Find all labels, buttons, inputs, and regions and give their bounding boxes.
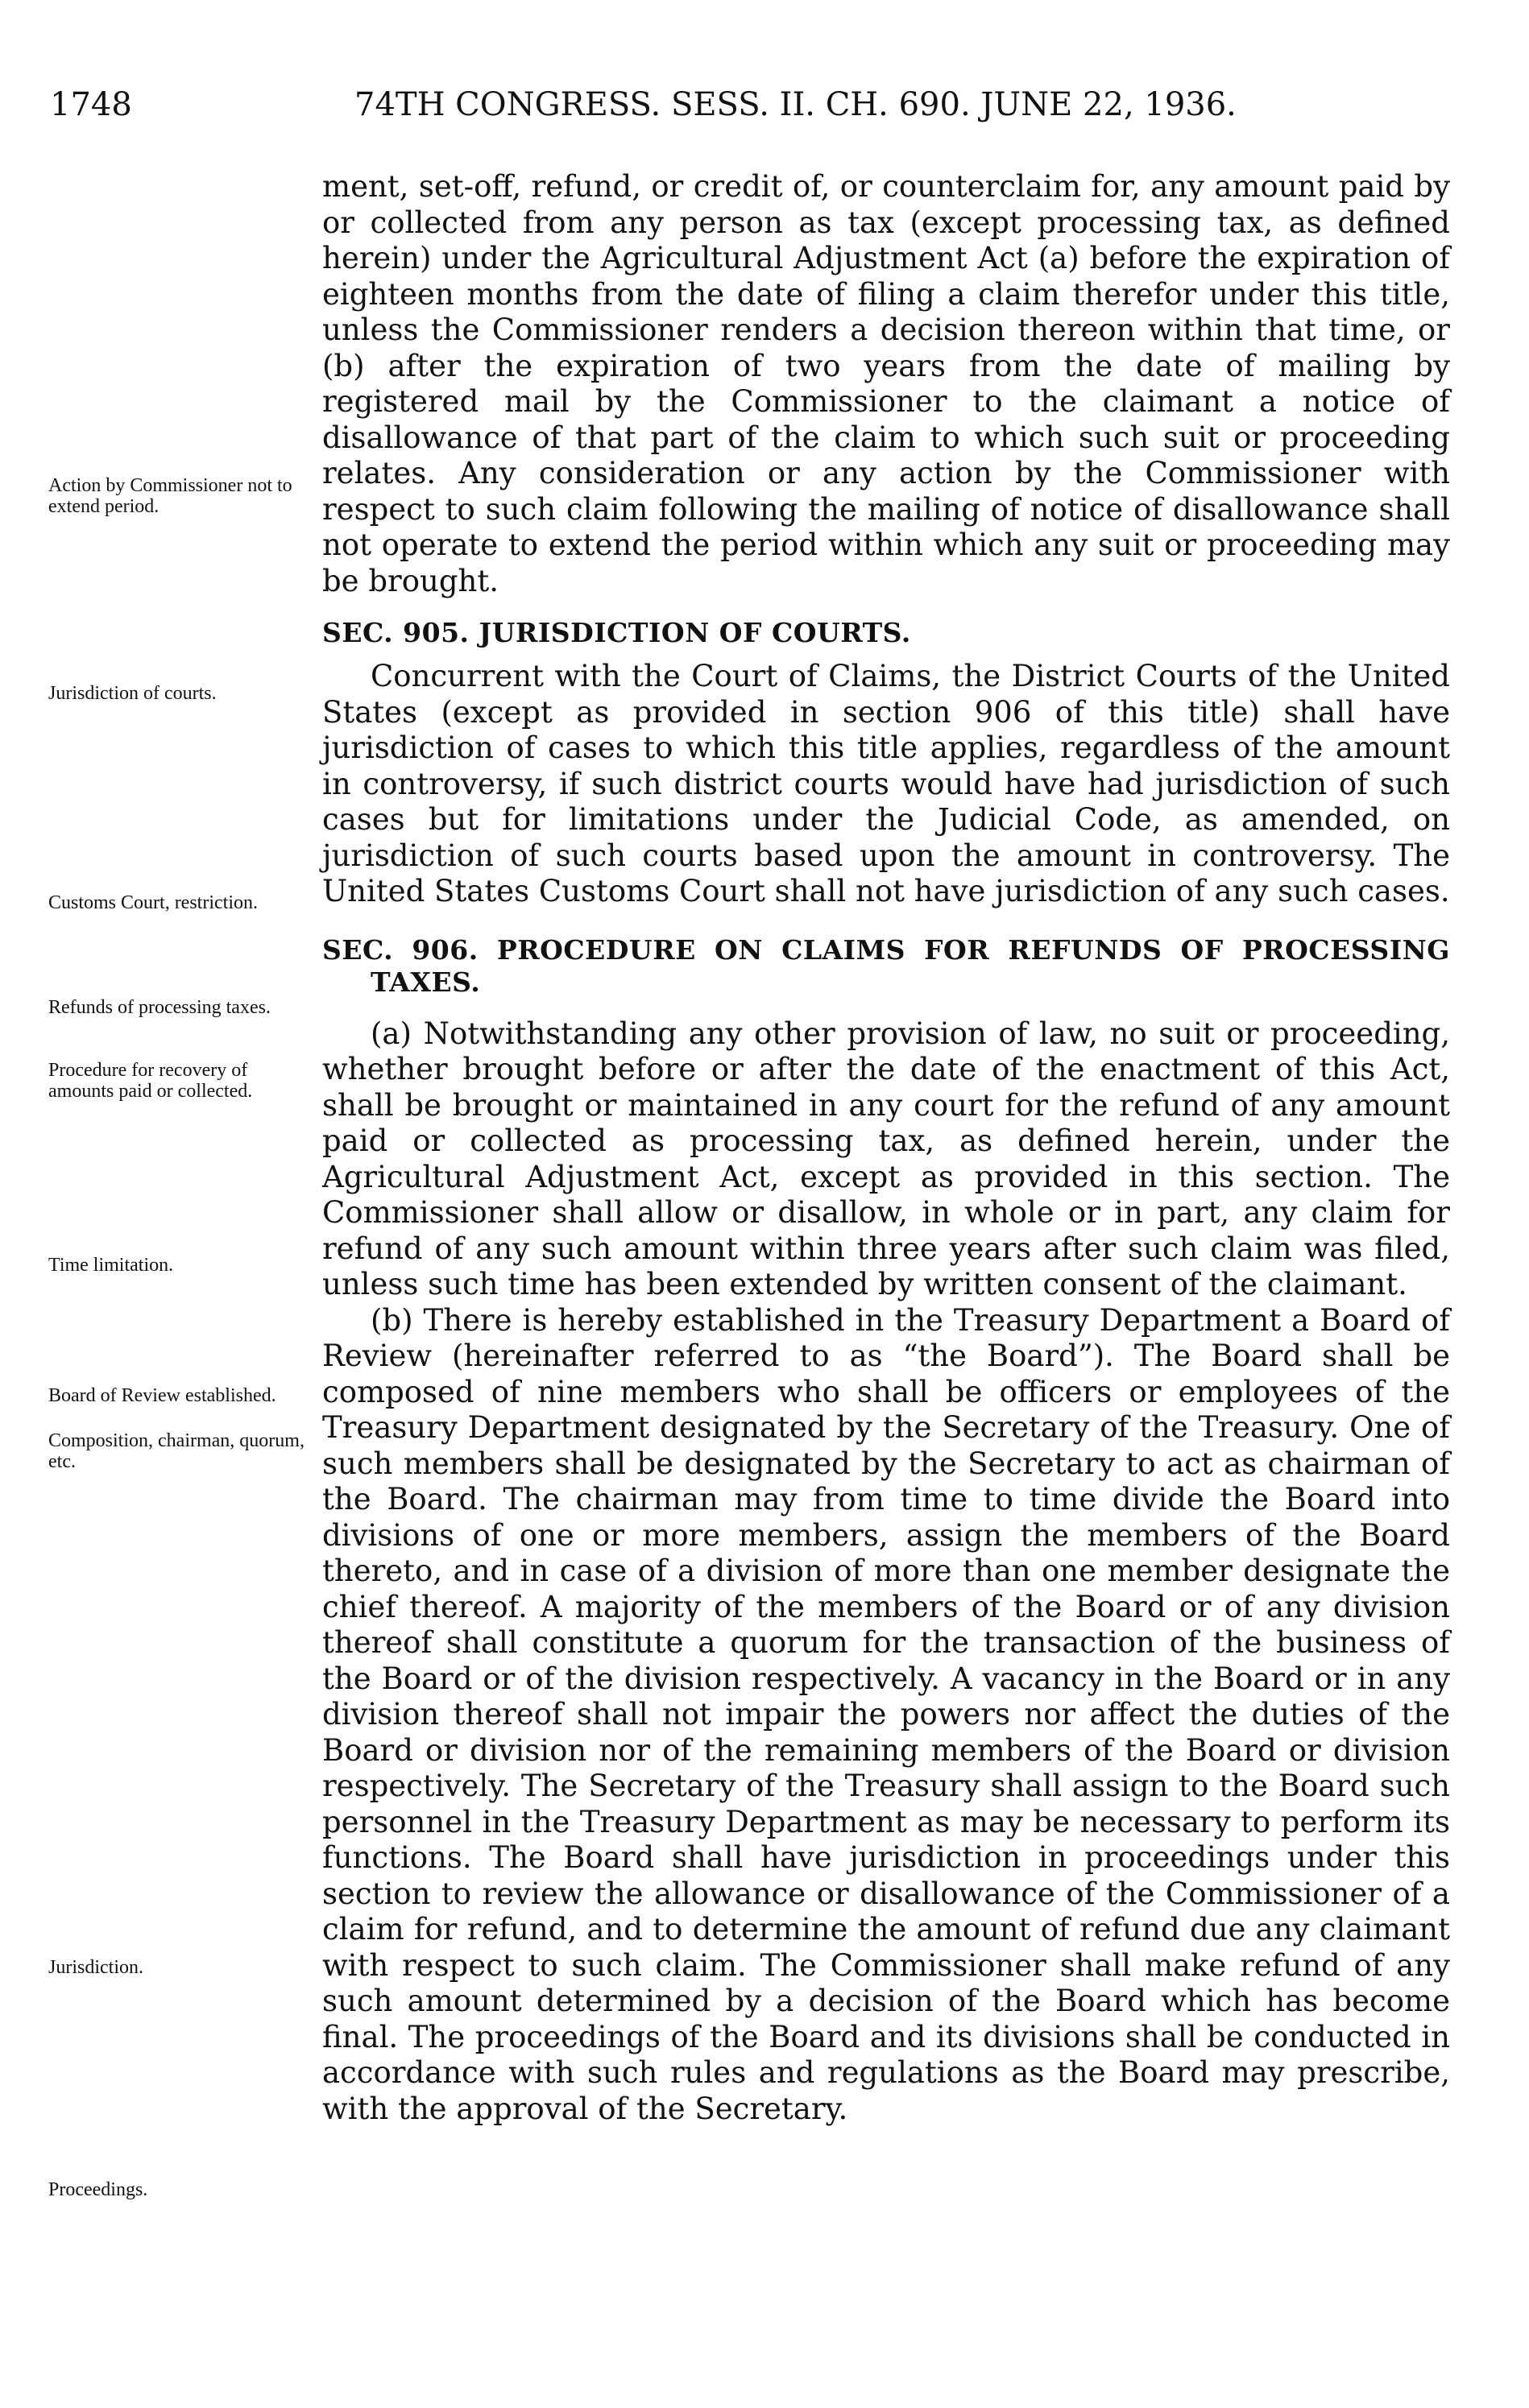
margin-note-refunds-processing: Refunds of processing taxes.	[48, 997, 271, 1018]
margin-note-procedure-recovery: Procedure for recovery of amounts paid or collected.	[48, 1060, 253, 1102]
margin-note-composition: Composition, chairman, quorum, etc.	[48, 1430, 305, 1472]
margin-note-jurisdiction: Jurisdiction.	[48, 1957, 143, 1978]
margin-note-jurisdiction-of-courts: Jurisdiction of courts.	[48, 683, 217, 704]
continued-paragraph: ment, set-off, refund, or credit of, or counterclaim for, any amount paid by or collected from any person as tax (except processing tax, as defined herein) under the Agricultural Adjustment Act (a) before the expiration of eighteen months from the date of filing a claim therefor under this title, unless the Commissioner renders a decision thereon within that time, or (b) after the expiration of two years from the date of mailing by registered mail by the Commissioner to the claimant a notice of disallowance of that part of the claim to which such suit or proceeding relates. Any consideration or any action by the Commissioner with respect to such claim following the mailing of notice of disallowance shall not operate to extend the period within which any suit or proceeding may be brought.	[322, 169, 1450, 598]
margin-note-proceedings: Proceedings.	[48, 2179, 148, 2200]
running-title: 74TH CONGRESS. SESS. II. CH. 690. JUNE 22, 1936.	[354, 86, 1237, 123]
margin-note-action-by-commissioner: Action by Commissioner not to extend period.	[48, 475, 292, 517]
margin-note-customs-court: Customs Court, restriction.	[48, 892, 258, 913]
section-905-text: Concurrent with the Court of Claims, the District Courts of the United States (except as provided in section 906 of this title) shall have jurisdiction of cases to which this title applies, regardless of the amount in controversy, if such district courts would have had jurisdiction of such cases but for limitations under the Judicial Code, as amended, on jurisdiction of such courts based upon the amount in controversy. The United States Customs Court shall not have jurisdiction of any such cases.	[322, 659, 1450, 908]
margin-note-board-established: Board of Review established.	[48, 1385, 276, 1406]
section-906-subsection-b: (b) There is hereby established in the Treasury Department a Board of Review (hereinafter referred to as “the Board”). The Board shall be composed of nine members who shall be officers or employees of the Treasury Department designated by the Secretary of the Treasury. One of such members shall be designated by the Secretary to act as chairman of the Board. The chairman may from time to time divide the Board into divisions of one or more members, assign the members of the Board thereto, and in case of a division of more than one member designate the chief thereof. A majority of the members of the Board or of any division thereof shall constitute a quorum for the transaction of the business of the Board or of the division respectively. A vacancy in the Board or in any division thereof shall not impair the powers nor affect the duties of the Board or division nor of the remaining members of the Board or division respectively. The Secretary of the Treasury shall assign to the Board such personnel in the Treasury Department as may be necessary to perform its functions. The Board shall have jurisdiction in proceedings under this section to review the allowance or disallowance of the Commissioner of a claim for refund, and to determine the amount of refund due any claimant with respect to such claim. The Commissioner shall make refund of any such amount determined by a decision of the Board which has become final. The proceedings of the Board and its divisions shall be conducted in accordance with such rules and regulations as the Board may prescribe, with the approval of the Secretary.	[322, 1302, 1450, 2126]
main-text	[322, 169, 1450, 2127]
section-906-heading: SEC. 906. PROCEDURE ON CLAIMS FOR REFUNDS OF PROCESSING TAXES.	[322, 933, 1450, 998]
page-number: 1748	[50, 86, 132, 123]
margin-note-time-limitation: Time limitation.	[48, 1255, 174, 1276]
section-906-subsection-a: (a) Notwithstanding any other provision of law, no suit or proceeding, whether brought before or after the date of the enactment of this Act, shall be brought or maintained in any court for the refund of any amount paid or collected as processing tax, as defined herein, under the Agricultural Adjustment Act, except as provided in this section. The Commissioner shall allow or disallow, in whole or in part, any claim for refund of any such amount within three years after such claim was filed, unless such time has been extended by written consent of the claimant.	[322, 1016, 1450, 1301]
section-905-heading: SEC. 905. JURISDICTION OF COURTS.	[322, 617, 911, 648]
